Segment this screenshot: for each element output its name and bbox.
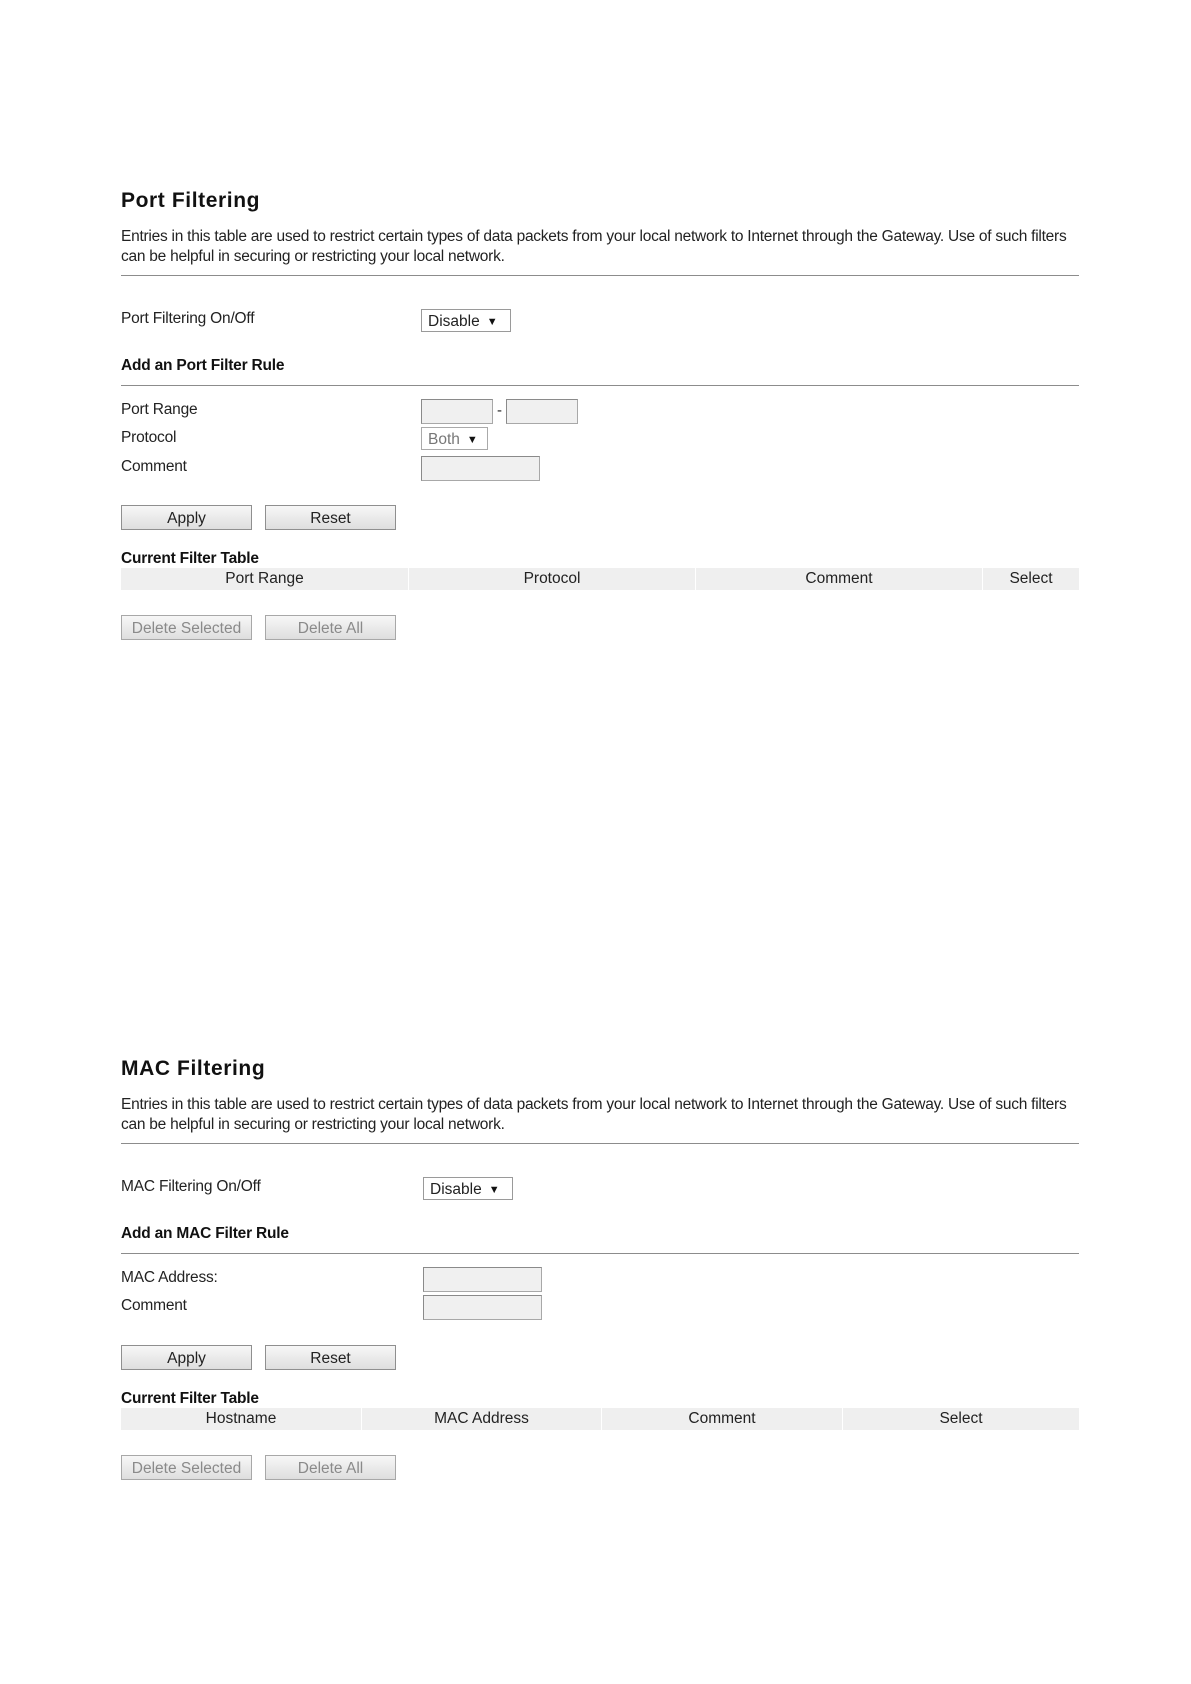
mac-filter-table-header: [121, 1408, 1079, 1430]
port-filtering-section: [121, 188, 1079, 637]
port-filtering-title: Port Filtering: [121, 189, 261, 212]
mac-reset-button[interactable]: Reset: [265, 1345, 396, 1370]
divider: [121, 1143, 1079, 1144]
chevron-down-icon: ▼: [488, 1184, 500, 1196]
table-header-protocol: Protocol: [409, 568, 696, 590]
table-header-mac-address: MAC Address: [362, 1408, 602, 1430]
chevron-down-icon: ▼: [466, 434, 478, 446]
table-header-select: Select: [1009, 570, 1053, 587]
table-header-select: Select: [939, 1410, 983, 1427]
port-range-label: Port Range: [121, 401, 198, 418]
port-filtering-onoff-value: Disable: [428, 313, 480, 330]
divider: [121, 1253, 1079, 1254]
table-header-comment: Comment: [602, 1408, 843, 1430]
port-range-separator: -: [497, 402, 502, 419]
mac-delete-selected-button[interactable]: Delete Selected: [121, 1455, 252, 1480]
mac-delete-all-button[interactable]: Delete All: [265, 1455, 396, 1480]
add-mac-filter-rule-heading: Add an MAC Filter Rule: [121, 1225, 289, 1242]
port-filtering-onoff-label: Port Filtering On/Off: [121, 310, 255, 327]
protocol-value: Both: [428, 431, 460, 448]
port-filtering-onoff-select[interactable]: [421, 309, 511, 332]
mac-address-label: MAC Address:: [121, 1269, 218, 1286]
table-header-port-range: Port Range: [121, 568, 409, 590]
mac-apply-button[interactable]: Apply: [121, 1345, 252, 1370]
port-current-filter-table-title: Current Filter Table: [121, 550, 259, 567]
mac-current-filter-table-title: Current Filter Table: [121, 1390, 259, 1407]
chevron-down-icon: ▼: [486, 316, 498, 328]
mac-filtering-onoff-label: MAC Filtering On/Off: [121, 1178, 261, 1195]
table-header-hostname: Hostname: [121, 1408, 362, 1430]
mac-filtering-onoff-select[interactable]: [423, 1177, 513, 1200]
divider: [121, 385, 1079, 386]
port-delete-all-button[interactable]: Delete All: [265, 615, 396, 640]
mac-address-input[interactable]: [423, 1267, 542, 1292]
mac-comment-input[interactable]: [423, 1295, 542, 1320]
divider: [121, 275, 1079, 276]
table-header-comment: Comment: [696, 568, 983, 590]
protocol-select[interactable]: [421, 427, 488, 450]
mac-filtering-description: Entries in this table are used to restrict certain types of data packets from your local network to Internet through the Gateway. Use of such filters can be helpful in securing or restricting your local network.: [121, 1096, 1067, 1133]
comment-label: Comment: [121, 1297, 187, 1314]
port-range-start-input[interactable]: [421, 399, 493, 424]
port-range-end-input[interactable]: [506, 399, 578, 424]
port-filtering-description: Entries in this table are used to restrict certain types of data packets from your local network to Internet through the Gateway. Use of such filters can be helpful in securing or restricting your local network.: [121, 228, 1067, 265]
protocol-label: Protocol: [121, 429, 177, 446]
comment-label: Comment: [121, 458, 187, 475]
port-apply-button[interactable]: Apply: [121, 505, 252, 530]
port-reset-button[interactable]: Reset: [265, 505, 396, 530]
mac-filtering-section: [121, 1056, 1079, 1477]
mac-filtering-title: MAC Filtering: [121, 1057, 266, 1080]
add-port-filter-rule-heading: Add an Port Filter Rule: [121, 357, 285, 374]
port-filter-table-header: [121, 568, 1079, 590]
port-delete-selected-button[interactable]: Delete Selected: [121, 615, 252, 640]
port-comment-input[interactable]: [421, 456, 540, 481]
mac-filtering-onoff-value: Disable: [430, 1181, 482, 1198]
